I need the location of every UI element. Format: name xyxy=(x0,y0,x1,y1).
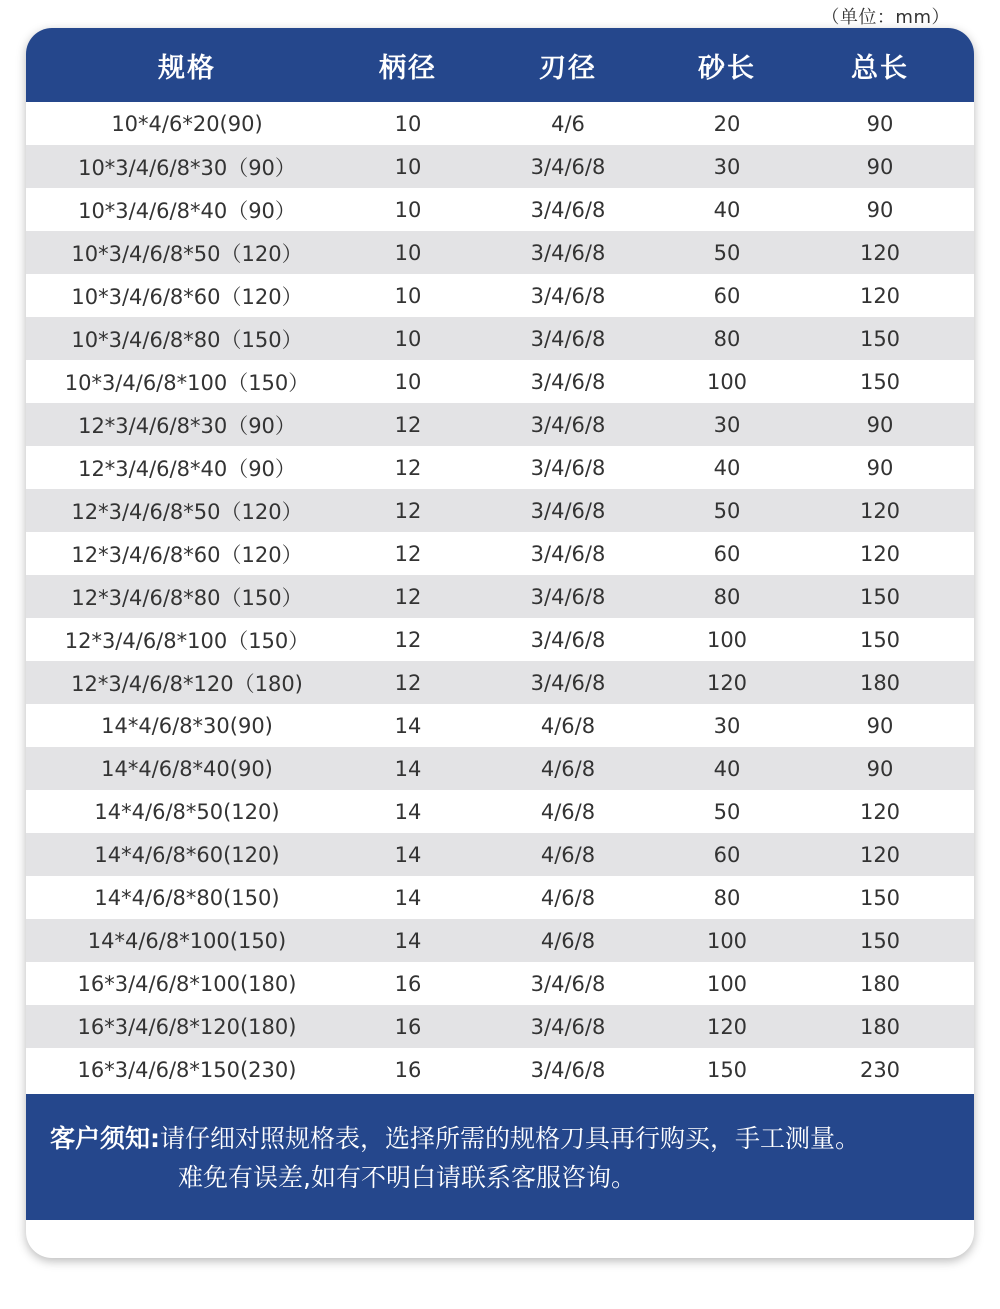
cell-grit-length: 80 xyxy=(713,326,741,351)
cell-grit-length: 50 xyxy=(713,240,741,265)
cell-grit-length: 20 xyxy=(713,111,741,136)
header-spec: 规格 xyxy=(158,52,216,84)
cell-blade-diameter: 3/4/6/8 xyxy=(530,1014,606,1039)
table-row xyxy=(26,833,974,876)
cell-grit-length: 100 xyxy=(706,971,748,996)
table-row xyxy=(26,403,974,446)
cell-total-length: 150 xyxy=(859,326,901,351)
cell-grit-length: 120 xyxy=(706,1014,748,1039)
cell-spec: 14*4/6/8*50(120) xyxy=(94,799,280,824)
cell-grit-length: 150 xyxy=(706,1057,748,1082)
cell-spec: 14*4/6/8*40(90) xyxy=(101,756,273,781)
table-row xyxy=(26,1005,974,1048)
table-row xyxy=(26,446,974,489)
cell-total-length: 180 xyxy=(859,1014,901,1039)
unit-note: （单位：mm） xyxy=(821,7,950,28)
cell-blade-diameter: 3/4/6/8 xyxy=(530,670,606,695)
cell-blade-diameter: 3/4/6/8 xyxy=(530,412,606,437)
cell-shank-diameter: 10 xyxy=(394,369,422,394)
table-row xyxy=(26,231,974,274)
table-row xyxy=(26,317,974,360)
cell-total-length: 120 xyxy=(859,541,901,566)
cell-grit-length: 60 xyxy=(713,541,741,566)
cell-total-length: 120 xyxy=(859,240,901,265)
table-row xyxy=(26,618,974,661)
cell-grit-length: 40 xyxy=(713,455,741,480)
cell-spec: 12*3/4/6/8*40（90） xyxy=(78,456,296,481)
cell-spec: 10*3/4/6/8*30（90） xyxy=(78,155,296,180)
cell-spec: 16*3/4/6/8*100(180) xyxy=(77,971,297,996)
notice-label: 客户须知: xyxy=(50,1124,160,1153)
cell-blade-diameter: 3/4/6/8 xyxy=(530,240,606,265)
cell-spec: 16*3/4/6/8*120(180) xyxy=(77,1014,297,1039)
table-row xyxy=(26,532,974,575)
header-total-length: 总长 xyxy=(851,52,909,84)
cell-total-length: 120 xyxy=(859,498,901,523)
cell-blade-diameter: 3/4/6/8 xyxy=(530,541,606,566)
table-row xyxy=(26,274,974,317)
cell-blade-diameter: 3/4/6/8 xyxy=(530,1057,606,1082)
cell-total-length: 150 xyxy=(859,885,901,910)
cell-blade-diameter: 4/6/8 xyxy=(540,928,596,953)
cell-shank-diameter: 12 xyxy=(394,498,422,523)
cell-grit-length: 30 xyxy=(713,154,741,179)
cell-total-length: 90 xyxy=(866,412,894,437)
cell-grit-length: 40 xyxy=(713,197,741,222)
cell-shank-diameter: 12 xyxy=(394,627,422,652)
table-row xyxy=(26,661,974,704)
cell-grit-length: 40 xyxy=(713,756,741,781)
cell-grit-length: 50 xyxy=(713,799,741,824)
table-row xyxy=(26,747,974,790)
cell-total-length: 150 xyxy=(859,928,901,953)
cell-spec: 16*3/4/6/8*150(230) xyxy=(77,1057,297,1082)
table-row xyxy=(26,360,974,403)
cell-total-length: 90 xyxy=(866,455,894,480)
cell-blade-diameter: 4/6/8 xyxy=(540,756,596,781)
table-row xyxy=(26,188,974,231)
cell-blade-diameter: 3/4/6/8 xyxy=(530,326,606,351)
cell-blade-diameter: 4/6/8 xyxy=(540,842,596,867)
cell-shank-diameter: 10 xyxy=(394,240,422,265)
cell-grit-length: 100 xyxy=(706,369,748,394)
cell-grit-length: 60 xyxy=(713,283,741,308)
table-row xyxy=(26,962,974,1005)
table-row xyxy=(26,1048,974,1091)
cell-spec: 10*4/6*20(90) xyxy=(111,111,263,136)
cell-grit-length: 30 xyxy=(713,713,741,738)
cell-blade-diameter: 3/4/6/8 xyxy=(530,498,606,523)
cell-total-length: 90 xyxy=(866,713,894,738)
table-row xyxy=(26,876,974,919)
table-row xyxy=(26,790,974,833)
cell-blade-diameter: 4/6 xyxy=(551,111,585,136)
cell-spec: 10*3/4/6/8*50（120） xyxy=(71,241,303,266)
cell-grit-length: 100 xyxy=(706,928,748,953)
cell-spec: 10*3/4/6/8*80（150） xyxy=(71,327,303,352)
cell-total-length: 90 xyxy=(866,197,894,222)
table-row xyxy=(26,704,974,747)
cell-shank-diameter: 12 xyxy=(394,670,422,695)
cell-grit-length: 30 xyxy=(713,412,741,437)
cell-shank-diameter: 12 xyxy=(394,412,422,437)
cell-total-length: 120 xyxy=(859,799,901,824)
cell-shank-diameter: 14 xyxy=(394,756,422,781)
cell-shank-diameter: 12 xyxy=(394,455,422,480)
cell-blade-diameter: 3/4/6/8 xyxy=(530,627,606,652)
cell-total-length: 90 xyxy=(866,756,894,781)
cell-shank-diameter: 16 xyxy=(394,1057,422,1082)
cell-total-length: 120 xyxy=(859,283,901,308)
cell-blade-diameter: 3/4/6/8 xyxy=(530,971,606,996)
cell-grit-length: 80 xyxy=(713,885,741,910)
cell-shank-diameter: 12 xyxy=(394,541,422,566)
cell-spec: 12*3/4/6/8*120（180) xyxy=(71,671,303,696)
cell-blade-diameter: 3/4/6/8 xyxy=(530,455,606,480)
table-row xyxy=(26,489,974,532)
notice-text-1: 请仔细对照规格表，选择所需的规格刀具再行购买，手工测量。 xyxy=(160,1124,861,1153)
cell-blade-diameter: 3/4/6/8 xyxy=(530,283,606,308)
table-header xyxy=(26,28,974,102)
table-row xyxy=(26,102,974,145)
cell-spec: 12*3/4/6/8*80（150） xyxy=(71,585,303,610)
cell-shank-diameter: 16 xyxy=(394,1014,422,1039)
cell-total-length: 120 xyxy=(859,842,901,867)
cell-spec: 10*3/4/6/8*60（120） xyxy=(71,284,303,309)
cell-grit-length: 80 xyxy=(713,584,741,609)
cell-shank-diameter: 10 xyxy=(394,111,422,136)
cell-blade-diameter: 3/4/6/8 xyxy=(530,584,606,609)
cell-shank-diameter: 14 xyxy=(394,713,422,738)
cell-grit-length: 120 xyxy=(706,670,748,695)
cell-shank-diameter: 14 xyxy=(394,885,422,910)
cell-total-length: 90 xyxy=(866,154,894,179)
cell-spec: 14*4/6/8*30(90) xyxy=(101,713,273,738)
cell-spec: 12*3/4/6/8*50（120） xyxy=(71,499,303,524)
cell-grit-length: 60 xyxy=(713,842,741,867)
cell-shank-diameter: 12 xyxy=(394,584,422,609)
cell-shank-diameter: 10 xyxy=(394,326,422,351)
cell-total-length: 150 xyxy=(859,584,901,609)
customer-notice xyxy=(26,1094,974,1220)
cell-total-length: 230 xyxy=(859,1057,901,1082)
cell-shank-diameter: 10 xyxy=(394,283,422,308)
cell-spec: 14*4/6/8*80(150) xyxy=(94,885,280,910)
cell-spec: 14*4/6/8*100(150) xyxy=(87,928,287,953)
table-row xyxy=(26,575,974,618)
cell-grit-length: 50 xyxy=(713,498,741,523)
cell-spec: 14*4/6/8*60(120) xyxy=(94,842,280,867)
cell-blade-diameter: 4/6/8 xyxy=(540,713,596,738)
cell-shank-diameter: 10 xyxy=(394,197,422,222)
cell-blade-diameter: 3/4/6/8 xyxy=(530,197,606,222)
cell-shank-diameter: 16 xyxy=(394,971,422,996)
cell-total-length: 150 xyxy=(859,369,901,394)
table-body xyxy=(26,102,974,1091)
header-shank-diameter: 柄径 xyxy=(379,52,437,84)
cell-blade-diameter: 4/6/8 xyxy=(540,885,596,910)
cell-spec: 10*3/4/6/8*100（150） xyxy=(64,370,310,395)
notice-line-2: 难免有误差,如有不明白请联系客服咨询。 xyxy=(178,1163,636,1192)
spec-table-card xyxy=(26,28,974,1258)
cell-spec: 12*3/4/6/8*60（120） xyxy=(71,542,303,567)
table-row xyxy=(26,919,974,962)
header-grit-length: 砂长 xyxy=(698,52,756,84)
cell-total-length: 180 xyxy=(859,670,901,695)
cell-spec: 12*3/4/6/8*30（90） xyxy=(78,413,296,438)
cell-grit-length: 100 xyxy=(706,627,748,652)
cell-shank-diameter: 14 xyxy=(394,799,422,824)
notice-line-1 xyxy=(50,1119,860,1155)
cell-spec: 12*3/4/6/8*100（150） xyxy=(64,628,310,653)
table-row xyxy=(26,145,974,188)
cell-shank-diameter: 10 xyxy=(394,154,422,179)
cell-blade-diameter: 4/6/8 xyxy=(540,799,596,824)
cell-shank-diameter: 14 xyxy=(394,842,422,867)
cell-blade-diameter: 3/4/6/8 xyxy=(530,369,606,394)
cell-blade-diameter: 3/4/6/8 xyxy=(530,154,606,179)
cell-shank-diameter: 14 xyxy=(394,928,422,953)
cell-total-length: 150 xyxy=(859,627,901,652)
header-blade-diameter: 刃径 xyxy=(539,52,597,84)
cell-spec: 10*3/4/6/8*40（90） xyxy=(78,198,296,223)
cell-total-length: 180 xyxy=(859,971,901,996)
cell-total-length: 90 xyxy=(866,111,894,136)
